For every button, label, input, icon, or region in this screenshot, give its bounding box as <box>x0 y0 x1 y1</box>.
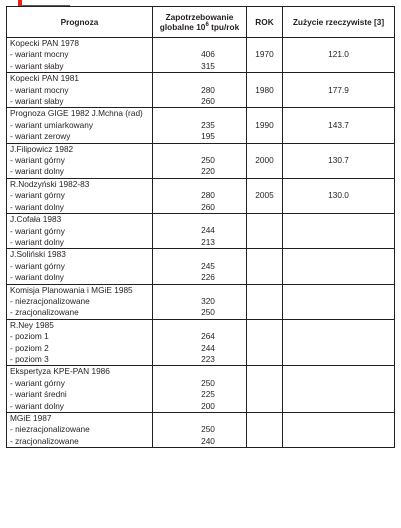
demand-value: 250 <box>201 377 215 388</box>
demand-value: 244 <box>201 225 215 236</box>
usage-cell <box>283 214 395 249</box>
forecast-title: Ekspertyza KPE-PAN 1986 <box>10 366 110 377</box>
demand-value: 200 <box>201 400 215 411</box>
demand-value: 315 <box>201 60 215 71</box>
forecast-title: J.Cofała 1983 <box>10 214 62 225</box>
demand-value: 225 <box>201 389 215 400</box>
year-cell <box>247 249 283 284</box>
table-row <box>7 178 395 213</box>
forecast-cell <box>7 73 153 108</box>
year-value: 2000 <box>255 155 274 166</box>
forecast-cell <box>7 413 153 448</box>
demand-cell <box>153 249 247 284</box>
forecast-cell <box>7 214 153 249</box>
forecast-title: R.Ney 1985 <box>10 319 54 330</box>
forecast-variant: - wariant słaby <box>10 96 64 107</box>
usage-value: 130.7 <box>328 155 349 166</box>
demand-value: 250 <box>201 307 215 318</box>
demand-cell <box>153 108 247 143</box>
table-body <box>7 38 395 448</box>
table-row <box>7 214 395 249</box>
forecast-title: J.Soliński 1983 <box>10 249 66 260</box>
usage-cell <box>283 143 395 178</box>
usage-cell <box>283 108 395 143</box>
forecast-title: Komisja Planowania i MGiE 1985 <box>10 284 133 295</box>
demand-cell <box>153 319 247 366</box>
forecast-title: R.Nodzyński 1982-83 <box>10 178 90 189</box>
header-demand <box>153 7 247 38</box>
table-row <box>7 366 395 413</box>
demand-value: 245 <box>201 260 215 271</box>
forecast-variant: - wariant górny <box>10 260 65 271</box>
table-row <box>7 38 395 73</box>
year-cell <box>247 366 283 413</box>
demand-cell <box>153 284 247 319</box>
demand-value: 220 <box>201 166 215 177</box>
usage-value: 121.0 <box>328 49 349 60</box>
table-row <box>7 319 395 366</box>
forecast-title: J.Filipowicz 1982 <box>10 143 74 154</box>
usage-value: 130.0 <box>328 190 349 201</box>
table-row <box>7 249 395 284</box>
forecast-cell <box>7 178 153 213</box>
usage-cell <box>283 249 395 284</box>
forecast-table <box>6 6 395 448</box>
demand-value: 406 <box>201 49 215 60</box>
demand-value: 280 <box>201 84 215 95</box>
year-cell <box>247 108 283 143</box>
demand-value: 213 <box>201 236 215 247</box>
forecast-cell <box>7 143 153 178</box>
year-cell <box>247 214 283 249</box>
forecast-variant: - zracjonalizowane <box>10 435 79 446</box>
forecast-variant: - wariant dolny <box>10 166 64 177</box>
table-row <box>7 108 395 143</box>
demand-value: 244 <box>201 342 215 353</box>
forecast-variant: - wariant mocny <box>10 84 69 95</box>
demand-value: 240 <box>201 435 215 446</box>
year-cell <box>247 319 283 366</box>
forecast-title: Kopecki PAN 1978 <box>10 38 80 48</box>
usage-cell <box>283 413 395 448</box>
year-cell <box>247 413 283 448</box>
demand-value: 226 <box>201 272 215 283</box>
usage-cell <box>283 178 395 213</box>
forecast-cell <box>7 38 153 73</box>
demand-cell <box>153 178 247 213</box>
usage-cell <box>283 319 395 366</box>
forecast-variant: - poziom 2 <box>10 342 49 353</box>
forecast-title: Kopecki PAN 1981 <box>10 73 80 84</box>
usage-cell <box>283 38 395 73</box>
header-forecast: Prognoza <box>7 7 153 38</box>
year-cell <box>247 38 283 73</box>
header-year: ROK <box>247 7 283 38</box>
forecast-cell <box>7 284 153 319</box>
demand-value: 280 <box>201 190 215 201</box>
usage-value: 143.7 <box>328 119 349 130</box>
year-cell <box>247 143 283 178</box>
year-value: 2005 <box>255 190 274 201</box>
demand-cell <box>153 73 247 108</box>
demand-value: 260 <box>201 201 215 212</box>
demand-value: 195 <box>201 131 215 142</box>
header-row <box>7 7 395 38</box>
forecast-title: Prognoza GIGE 1982 J.Mchna (rad) <box>10 108 143 119</box>
forecast-variant: - wariant górny <box>10 190 65 201</box>
forecast-variant: - wariant dolny <box>10 400 64 411</box>
usage-cell <box>283 284 395 319</box>
demand-value: 264 <box>201 331 215 342</box>
demand-cell <box>153 366 247 413</box>
table-header <box>7 7 395 38</box>
demand-value: 260 <box>201 96 215 107</box>
usage-cell <box>283 73 395 108</box>
forecast-variant: - wariant górny <box>10 225 65 236</box>
year-value: 1990 <box>255 119 274 130</box>
header-actual-usage: Zużycie rzeczywiste [3] <box>283 7 395 38</box>
forecast-variant: - niezracjonalizowane <box>10 295 90 306</box>
usage-value: 177.9 <box>328 84 349 95</box>
forecast-variant: - wariant dolny <box>10 272 64 283</box>
year-value: 1970 <box>255 49 274 60</box>
forecast-variant: - wariant górny <box>10 377 65 388</box>
forecast-cell <box>7 319 153 366</box>
forecast-cell <box>7 108 153 143</box>
demand-value: 223 <box>201 353 215 364</box>
forecast-variant: - wariant dolny <box>10 201 64 212</box>
year-value: 1980 <box>255 84 274 95</box>
forecast-title: MGiE 1987 <box>10 413 52 423</box>
demand-cell <box>153 214 247 249</box>
table-row <box>7 143 395 178</box>
demand-value: 250 <box>201 424 215 435</box>
forecast-variant: - poziom 3 <box>10 353 49 364</box>
forecast-variant: - poziom 1 <box>10 331 49 342</box>
header-demand-exponent: 6 <box>205 22 209 29</box>
header-demand-line2: globalne 10 <box>159 22 206 32</box>
year-cell <box>247 178 283 213</box>
forecast-variant: - wariant zerowy <box>10 131 71 142</box>
forecast-variant: - wariant umiarkowany <box>10 119 93 130</box>
forecast-variant: - wariant mocny <box>10 49 69 60</box>
forecast-variant: - wariant słaby <box>10 60 64 71</box>
forecast-variant: - wariant górny <box>10 155 65 166</box>
forecast-cell <box>7 249 153 284</box>
demand-value: 250 <box>201 155 215 166</box>
forecast-variant: - wariant średni <box>10 389 67 400</box>
forecast-variant: - niezracjonalizowane <box>10 424 90 435</box>
usage-cell <box>283 366 395 413</box>
year-cell <box>247 73 283 108</box>
demand-value: 235 <box>201 119 215 130</box>
demand-cell <box>153 143 247 178</box>
table-row <box>7 413 395 448</box>
demand-cell <box>153 413 247 448</box>
demand-cell <box>153 38 247 73</box>
forecast-variant: - zracjonalizowane <box>10 307 79 318</box>
demand-value: 320 <box>201 295 215 306</box>
header-demand-unit: tpu/rok <box>208 22 240 32</box>
forecast-variant: - wariant dolny <box>10 236 64 247</box>
header-demand-line1: Zapotrzebowanie <box>165 12 234 22</box>
table-row <box>7 73 395 108</box>
year-cell <box>247 284 283 319</box>
forecast-cell <box>7 366 153 413</box>
table-row <box>7 284 395 319</box>
